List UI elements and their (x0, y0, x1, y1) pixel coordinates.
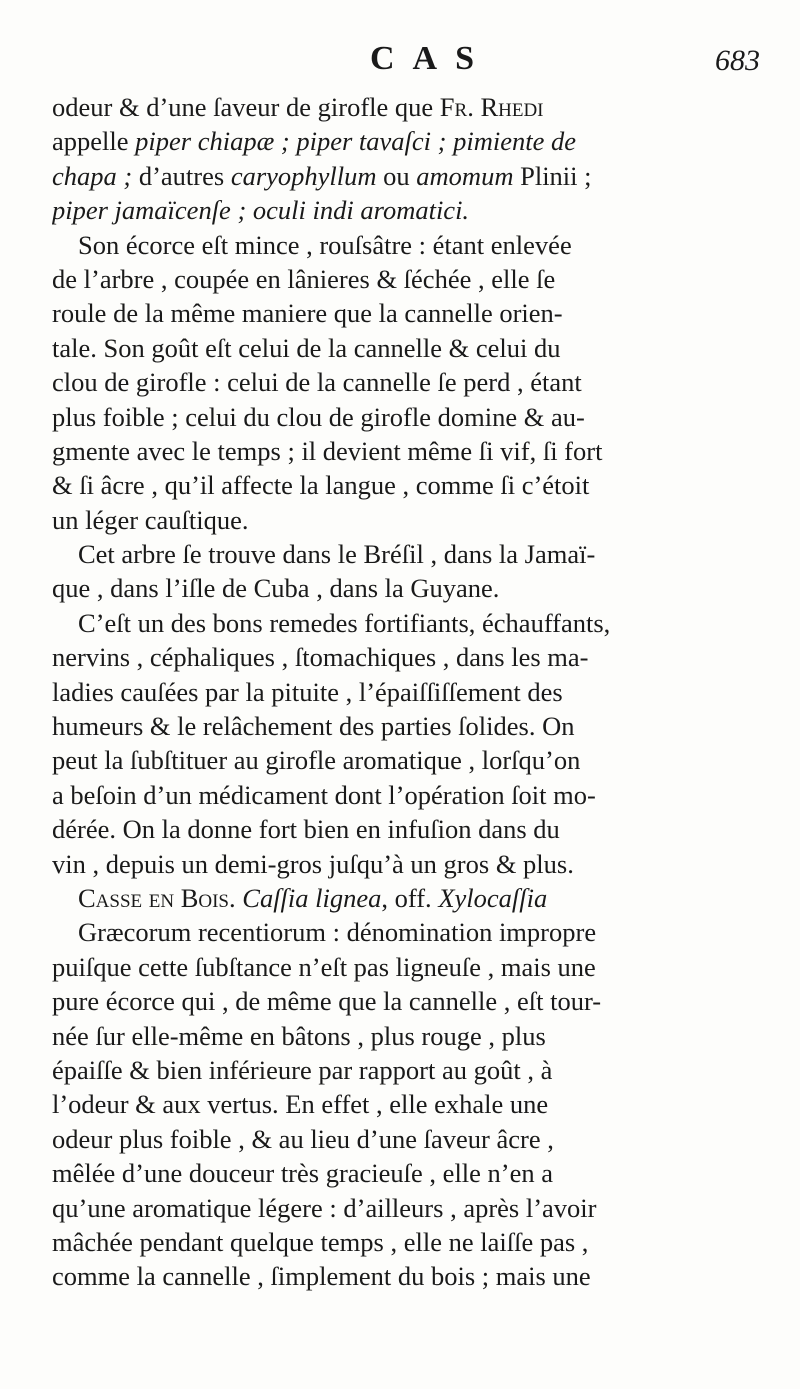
text-line (52, 1019, 757, 1053)
text-segment: nervins , céphaliques , ſtomachiques , dans les ma- (52, 642, 589, 673)
text-segment: roule de la même maniere que la cannelle orien- (52, 298, 563, 329)
text-line (52, 1156, 757, 1190)
text-line (52, 743, 757, 777)
text-line (52, 675, 757, 709)
text-segment: humeurs & le relâchement des parties ſolides. On (52, 711, 575, 742)
text-line (52, 778, 757, 812)
text-line (52, 606, 757, 640)
text-line (52, 1225, 757, 1259)
text-line (52, 984, 757, 1018)
text-segment: d’autres (132, 160, 231, 191)
text-segment: piper chiapæ ; piper tavaſci ; pimiente de (135, 126, 576, 157)
text-line (52, 709, 757, 743)
text-segment: l’odeur & aux vertus. En effet , elle exhale une (52, 1089, 549, 1120)
text-segment: plus foible ; celui du clou de girofle domine & au- (52, 401, 585, 432)
text-line (52, 331, 757, 365)
text-line (52, 640, 757, 674)
text-line (52, 812, 757, 846)
text-segment: clou de girofle : celui de la cannelle ſe perd , étant (52, 367, 582, 398)
text-segment: vin , depuis un demi-gros juſqu’à un gros & plus. (52, 848, 574, 879)
text-line (52, 847, 757, 881)
text-segment: née ſur elle-même en bâtons , plus rouge , plus (52, 1020, 546, 1051)
text-segment: amomum (416, 160, 514, 191)
text-line (52, 262, 757, 296)
text-segment: C’eſt un des bons remedes fortifiants, échauffants, (78, 607, 611, 638)
text-segment: de l’arbre , coupée en lânieres & ſéchée , elle ſe (52, 263, 556, 294)
text-segment: Fr. Rhedi (439, 92, 544, 122)
text-segment: un léger cauſtique. (52, 504, 249, 535)
text-line (52, 124, 757, 158)
text-segment: comme la cannelle , ſimplement du bois ; mais une (52, 1261, 591, 1292)
text-line (52, 1087, 757, 1121)
text-line (52, 881, 757, 915)
text-line (52, 400, 757, 434)
text-line (52, 193, 757, 227)
text-line (52, 228, 757, 262)
text-line (52, 915, 757, 949)
text-segment: pure écorce qui , de même que la cannelle , eſt tour- (52, 986, 602, 1017)
text-segment: Casse en Bois. (78, 882, 236, 913)
page-header (60, 40, 760, 90)
text-segment: odeur & d’une ſaveur de girofle que (52, 92, 440, 122)
text-line (52, 537, 757, 571)
text-line (52, 950, 757, 984)
text-segment: chapa ; (52, 160, 133, 191)
text-line (52, 434, 757, 468)
text-line (52, 571, 757, 605)
text-segment: gmente avec le temps ; il devient même ſi vif, ſi fort (52, 435, 603, 466)
page-number: 683 (715, 44, 760, 77)
text-line (52, 1053, 757, 1087)
text-segment: Son écorce eſt mince , rouſsâtre : étant enlevée (78, 229, 572, 260)
body-text (52, 90, 757, 1294)
text-segment: & ſi âcre , qu’il affecte la langue , comme ſi c’étoit (52, 470, 590, 501)
text-segment: tale. Son goût eſt celui de la cannelle & celui du (52, 332, 561, 363)
text-line (52, 365, 757, 399)
text-segment: puiſque cette ſubſtance n’eſt pas ligneuſe , mais une (52, 951, 596, 982)
text-segment: Caſſia lignea (242, 882, 382, 913)
text-segment: , off. (381, 882, 439, 913)
text-line (52, 1191, 757, 1225)
text-line (52, 159, 757, 193)
running-head: CAS (370, 40, 493, 77)
text-segment: odeur plus foible , & au lieu d’une ſaveur âcre , (52, 1123, 554, 1154)
text-line (52, 296, 757, 330)
text-segment: épaiſſe & bien inférieure par rapport au goût , à (52, 1054, 553, 1085)
text-segment: que , dans l’iſle de Cuba , dans la Guyane. (52, 573, 500, 604)
text-segment: ou (376, 160, 417, 191)
text-segment: appelle (52, 126, 136, 157)
text-segment: piper jamaïcenſe ; oculi indi aromatici. (52, 195, 470, 226)
text-segment: dérée. On la donne fort bien en infuſion dans du (52, 814, 560, 845)
text-line (52, 90, 757, 124)
text-segment: Cet arbre ſe trouve dans le Bréſil , dans la Jamaï- (78, 539, 596, 570)
text-segment: mêlée d’une douceur très gracieuſe , elle n’en a (52, 1158, 554, 1189)
text-segment: peut la ſubſtituer au girofle aromatique , lorſqu’on (52, 745, 581, 776)
text-segment: caryophyllum (230, 160, 377, 191)
text-segment: Græcorum recentiorum : dénomination impropre (78, 917, 597, 948)
text-line (52, 503, 757, 537)
text-segment: qu’une aromatique légere : d’ailleurs , après l’avoir (52, 1192, 597, 1223)
text-line (52, 468, 757, 502)
text-segment: mâchée pendant quelque temps , elle ne laiſſe pas , (52, 1226, 589, 1257)
text-segment: a beſoin d’un médicament dont l’opération ſoit mo- (52, 779, 596, 810)
text-segment: Plinii ; (513, 160, 592, 191)
text-segment: Xylocaſſia (438, 882, 548, 913)
text-segment: ladies cauſées par la pituite , l’épaiſſiſſement des (52, 676, 563, 707)
text-line (52, 1259, 757, 1293)
text-line (52, 1122, 757, 1156)
